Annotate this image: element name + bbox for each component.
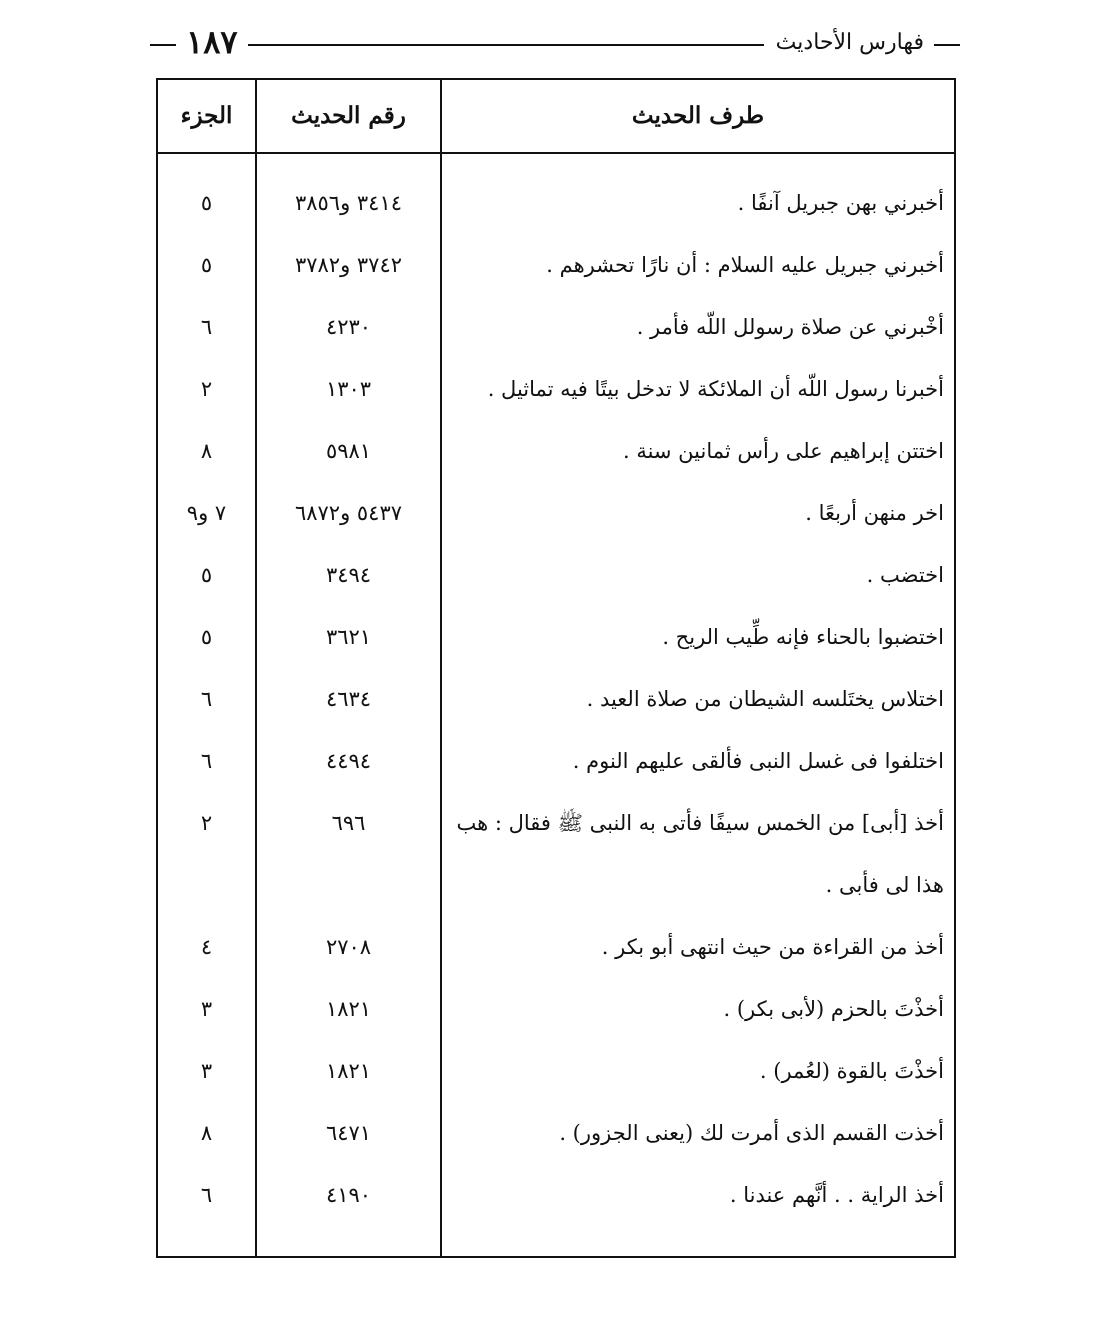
volume-cell: ٤	[200, 935, 213, 959]
volume-cell: ٢	[200, 377, 213, 401]
hadith-number-cell: ٤٤٩٤	[325, 749, 372, 773]
hadith-text-cell: أخذْتَ بالقوة (لعُمر) .	[759, 1059, 944, 1083]
table-row	[158, 916, 954, 978]
running-head-dash-right	[934, 44, 960, 46]
hadith-number-cell: ١٨٢١	[325, 997, 372, 1021]
volume-cell: ٣	[200, 997, 213, 1021]
hadith-text-cell: أخبرني بهن جبريل آنفًا .	[737, 191, 944, 215]
hadith-text-cell: أخْبرني عن صلاة رسولل اللّه فأمر .	[636, 315, 944, 339]
header-hadith-number: رقم الحديث	[291, 102, 406, 129]
hadith-text-cell: أخذْتَ بالحزم (لأبى بكر) .	[723, 997, 944, 1021]
hadith-text-cell: اختضب .	[866, 563, 944, 587]
table-row	[158, 792, 954, 916]
header-volume: الجزء	[180, 102, 233, 129]
hadith-number-cell: ٦٤٧١	[325, 1121, 372, 1145]
hadith-text-cell: اختلفوا فى غسل النبى فألقى عليهم النوم .	[572, 749, 944, 773]
table-body	[158, 172, 954, 1226]
table-row	[158, 730, 954, 792]
hadith-number-cell: ٤٢٣٠	[325, 315, 372, 339]
volume-cell: ٦	[200, 315, 213, 339]
hadith-number-cell: ٤١٩٠	[325, 1183, 372, 1207]
hadith-text-cell: اختلاس يختَلسه الشيطان من صلاة العيد .	[586, 687, 944, 711]
running-head	[150, 22, 960, 66]
table-row	[158, 420, 954, 482]
hadith-text-cell: أخبرني جبريل عليه السلام : أن نارًا تحشرهم .	[546, 253, 944, 277]
volume-cell: ٥	[200, 191, 213, 215]
hadith-text-cell: أخذت القسم الذى أمرت لك (يعنى الجزور) .	[559, 1121, 944, 1145]
volume-cell: ٨	[200, 439, 213, 463]
hadith-number-cell: ٥٩٨١	[325, 439, 372, 463]
volume-cell: ٨	[200, 1121, 213, 1145]
hadith-number-cell: ٢٧٠٨	[325, 935, 372, 959]
header-hadith-text: طرف الحديث	[631, 102, 765, 129]
hadith-text-cell: أخذ الراية . . أنَّهم عندنا .	[729, 1183, 944, 1207]
running-head-dash-left	[150, 44, 176, 46]
volume-cell: ٥	[200, 625, 213, 649]
volume-cell: ٦	[200, 1183, 213, 1207]
hadith-number-cell: ٦٩٦	[331, 811, 366, 835]
table-row	[158, 234, 954, 296]
volume-cell: ٥	[200, 253, 213, 277]
table-row	[158, 606, 954, 668]
volume-cell: ٧ و٩	[186, 501, 227, 525]
table-row	[158, 1040, 954, 1102]
hadith-text-cell: أخبرنا رسول اللّه أن الملائكة لا تدخل بيتًا فيه تماثيل .	[487, 377, 944, 401]
volume-cell: ٦	[200, 687, 213, 711]
running-head-rule	[248, 44, 764, 46]
hadith-number-cell: ٣٤٩٤	[325, 563, 372, 587]
table-row	[158, 544, 954, 606]
volume-cell: ٢	[200, 811, 213, 835]
hadith-number-cell: ١٣٠٣	[325, 377, 372, 401]
hadith-text-cell: اختتن إبراهيم على رأس ثمانين سنة .	[622, 439, 944, 463]
hadith-index-table	[156, 78, 956, 1258]
volume-cell: ٥	[200, 563, 213, 587]
hadith-text-cell: اختضبوا بالحناء فإنه طِّيب الريح .	[662, 625, 944, 649]
table-row	[158, 358, 954, 420]
table-row	[158, 296, 954, 358]
table-row	[158, 978, 954, 1040]
table-row	[158, 482, 954, 544]
hadith-number-cell: ٣٧٤٢ و٣٧٨٢	[294, 253, 403, 277]
hadith-text-cell: أخذ من القراءة من حيث انتهى أبو بكر .	[601, 935, 944, 959]
hadith-text-cell: اخر منهن أربعًا .	[805, 501, 944, 525]
running-head-title: فهارس الأحاديث	[775, 30, 924, 55]
table-row	[158, 172, 954, 234]
page-number: ١٨٧	[186, 23, 238, 61]
volume-cell: ٦	[200, 749, 213, 773]
hadith-number-cell: ٣٤١٤ و٣٨٥٦	[294, 191, 403, 215]
hadith-number-cell: ٥٤٣٧ و٦٨٧٢	[294, 501, 403, 525]
volume-cell: ٣	[200, 1059, 213, 1083]
hadith-text-cell: أخذ [أبى] من الخمس سيفًا فأتى به النبى ﷺ فقال : هب هذا لى فأبى .	[456, 811, 944, 897]
table-row	[158, 1102, 954, 1164]
table-row	[158, 1164, 954, 1226]
header-divider	[158, 152, 954, 154]
table-row	[158, 668, 954, 730]
hadith-number-cell: ٤٦٣٤	[325, 687, 372, 711]
hadith-number-cell: ٣٦٢١	[325, 625, 372, 649]
hadith-number-cell: ١٨٢١	[325, 1059, 372, 1083]
